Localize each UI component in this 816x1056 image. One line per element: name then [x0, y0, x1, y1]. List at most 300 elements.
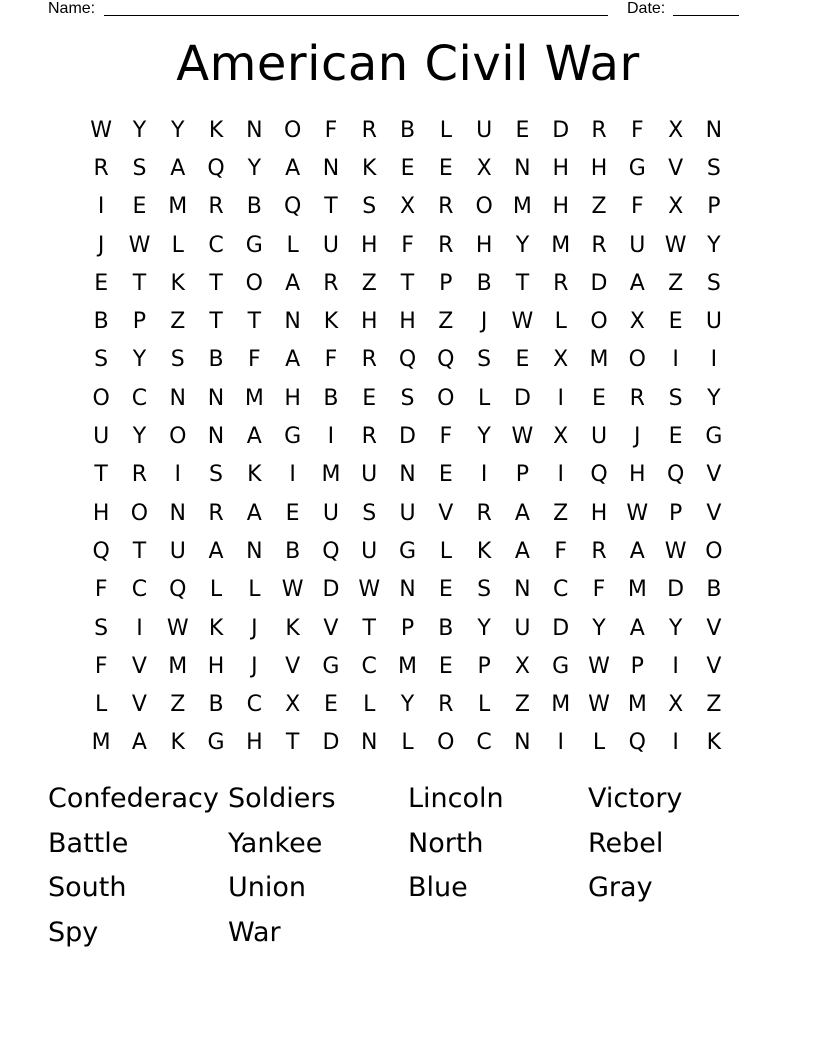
- grid-letter: X: [285, 692, 301, 718]
- grid-letter: F: [94, 577, 108, 603]
- grid-letter: N: [514, 730, 531, 756]
- grid-letter: Y: [668, 615, 683, 641]
- grid-letter: S: [209, 462, 224, 488]
- grid-letter: X: [476, 155, 492, 181]
- grid-letter: I: [557, 462, 564, 488]
- grid-letter: L: [209, 577, 223, 603]
- grid-letter: C: [553, 577, 569, 603]
- grid-letter: U: [399, 500, 416, 526]
- grid-letter: S: [132, 155, 147, 181]
- grid-letter: V: [323, 615, 339, 641]
- grid-letter: S: [477, 577, 492, 603]
- grid-letter: V: [438, 500, 454, 526]
- grid-letter: Y: [132, 117, 147, 143]
- grid-letter: Z: [438, 309, 454, 335]
- grid-letter: N: [514, 577, 531, 603]
- grid-letter: W: [664, 538, 687, 564]
- grid-letter: E: [438, 155, 453, 181]
- grid-letter: F: [248, 347, 261, 373]
- grid-letter: V: [706, 615, 722, 641]
- grid-letter: U: [361, 538, 378, 564]
- grid-letter: X: [553, 347, 569, 373]
- grid-letter: Z: [591, 194, 607, 220]
- grid-letter: D: [552, 117, 570, 143]
- grid-letter: I: [480, 462, 488, 488]
- grid-letter: W: [511, 309, 534, 335]
- grid-letter: H: [207, 653, 225, 679]
- word-list-item: War: [228, 917, 281, 949]
- word-list-item: Confederacy: [48, 783, 219, 814]
- grid-letter: N: [399, 462, 416, 488]
- grid-letter: M: [627, 692, 647, 718]
- grid-letter: I: [672, 653, 679, 679]
- grid-letter: G: [705, 424, 723, 450]
- grid-letter: Z: [514, 692, 530, 718]
- grid-letter: F: [401, 232, 414, 258]
- word-list-item: South: [48, 872, 127, 904]
- grid-letter: W: [90, 117, 113, 143]
- grid-letter: T: [400, 270, 415, 296]
- grid-letter: Q: [92, 538, 110, 564]
- grid-letter: A: [246, 500, 262, 526]
- word-list-item: Rebel: [588, 827, 664, 859]
- grid-letter: V: [285, 653, 301, 679]
- grid-letter: N: [514, 155, 531, 181]
- grid-letter: S: [170, 347, 185, 373]
- grid-letter: M: [91, 730, 111, 756]
- grid-letter: R: [591, 117, 607, 143]
- grid-letter: D: [552, 615, 570, 641]
- grid-letter: E: [362, 385, 377, 411]
- grid-letter: K: [362, 155, 377, 181]
- grid-letter: Y: [400, 692, 415, 718]
- grid-letter: M: [168, 194, 188, 220]
- grid-letter: K: [208, 117, 224, 143]
- grid-letter: X: [553, 424, 569, 450]
- grid-letter: A: [629, 270, 645, 296]
- grid-letter: L: [95, 692, 108, 718]
- grid-letter: V: [131, 653, 147, 679]
- grid-letter: L: [592, 730, 606, 756]
- grid-letter: Y: [707, 232, 721, 258]
- grid-letter: R: [438, 692, 454, 718]
- grid-letter: V: [706, 462, 722, 488]
- grid-letter: P: [515, 462, 530, 488]
- grid-letter: I: [672, 730, 679, 756]
- grid-letter: Q: [398, 347, 417, 373]
- grid-letter: B: [246, 194, 262, 220]
- grid-letter: R: [591, 538, 607, 564]
- grid-letter: L: [439, 538, 452, 564]
- grid-letter: Q: [207, 155, 225, 181]
- grid-letter: B: [285, 538, 301, 564]
- grid-letter: Y: [477, 424, 491, 450]
- grid-letter: Z: [170, 692, 186, 718]
- grid-letter: G: [322, 653, 340, 679]
- grid-letter: H: [92, 500, 110, 526]
- grid-letter: U: [514, 615, 531, 641]
- grid-letter: Q: [666, 462, 685, 488]
- grid-letter: E: [515, 117, 530, 143]
- grid-letter: E: [515, 347, 530, 373]
- grid-letter: N: [705, 117, 723, 143]
- grid-letter: O: [590, 309, 608, 335]
- grid-letter: U: [629, 232, 646, 258]
- grid-letter: J: [480, 309, 488, 335]
- grid-letter: X: [668, 692, 684, 718]
- grid-letter: R: [361, 347, 377, 373]
- grid-letter: O: [245, 270, 263, 296]
- grid-letter: B: [93, 309, 109, 335]
- page-title: American Civil War: [176, 36, 640, 92]
- grid-letter: N: [284, 309, 301, 335]
- grid-letter: I: [289, 462, 296, 488]
- grid-letter: Y: [477, 615, 491, 641]
- grid-letter: U: [705, 309, 722, 335]
- word-list-item: Yankee: [228, 827, 323, 859]
- header: [48, 0, 748, 20]
- grid-letter: H: [590, 500, 608, 526]
- grid-letter: A: [170, 155, 186, 181]
- grid-letter: L: [248, 577, 261, 603]
- grid-letter: G: [245, 232, 263, 258]
- grid-letter: E: [438, 462, 453, 488]
- grid-letter: F: [630, 194, 644, 220]
- grid-letter: W: [588, 653, 610, 679]
- grid-letter: Y: [132, 347, 147, 373]
- grid-letter: A: [208, 538, 224, 564]
- grid-letter: S: [477, 347, 492, 373]
- grid-letter: D: [399, 424, 416, 450]
- grid-letter: O: [705, 538, 723, 564]
- grid-letter: C: [131, 577, 148, 603]
- grid-letter: Q: [283, 194, 302, 220]
- word-list-item: North: [408, 827, 484, 859]
- word-list-item: Lincoln: [408, 783, 504, 814]
- grid-letter: I: [136, 615, 143, 641]
- grid-letter: R: [361, 424, 377, 450]
- grid-letter: P: [668, 500, 683, 526]
- grid-letter: D: [667, 577, 685, 603]
- grid-letter: L: [439, 117, 452, 143]
- grid-letter: X: [629, 309, 645, 335]
- grid-letter: K: [323, 309, 339, 335]
- grid-letter: H: [552, 194, 569, 220]
- grid-letter: Z: [361, 270, 377, 296]
- word-list-item: Battle: [48, 827, 129, 859]
- grid-letter: L: [554, 309, 567, 335]
- grid-letter: K: [285, 615, 300, 641]
- grid-letter: R: [208, 500, 224, 526]
- grid-letter: V: [706, 500, 722, 526]
- grid-letter: N: [169, 385, 186, 411]
- grid-letter: S: [400, 385, 415, 411]
- grid-letter: I: [327, 424, 335, 450]
- grid-letter: H: [552, 155, 569, 181]
- grid-letter: J: [251, 653, 258, 679]
- grid-letter: C: [208, 232, 224, 258]
- grid-letter: F: [324, 347, 338, 373]
- grid-letter: R: [208, 194, 224, 220]
- grid-letter: W: [128, 232, 151, 258]
- grid-letter: E: [668, 309, 683, 335]
- grid-letter: Y: [707, 385, 721, 411]
- grid-letter: Y: [592, 615, 606, 641]
- grid-letter: U: [169, 538, 186, 564]
- grid-letter: Y: [247, 155, 262, 181]
- grid-letter: C: [246, 692, 263, 718]
- grid-letter: N: [246, 117, 263, 143]
- grid-letter: O: [437, 385, 455, 411]
- grid-letter: B: [399, 117, 416, 143]
- grid-letter: L: [401, 730, 414, 756]
- grid-letter: O: [169, 424, 187, 450]
- grid-letter: A: [629, 538, 645, 564]
- grid-letter: R: [131, 462, 148, 488]
- grid-letter: Q: [628, 730, 646, 756]
- grid-letter: R: [629, 385, 645, 411]
- grid-letter: J: [634, 424, 641, 450]
- grid-letter: L: [363, 692, 376, 718]
- grid-letter: Z: [553, 500, 569, 526]
- grid-letter: K: [476, 538, 492, 564]
- grid-letter: G: [284, 424, 302, 450]
- grid-letter: I: [174, 462, 181, 488]
- grid-letter: M: [244, 385, 264, 411]
- grid-letter: N: [207, 424, 225, 450]
- grid-letter: J: [97, 232, 105, 258]
- grid-letter: K: [208, 615, 224, 641]
- grid-letter: A: [514, 538, 530, 564]
- grid-letter: I: [557, 730, 564, 756]
- grid-letter: W: [511, 424, 534, 450]
- grid-letter: T: [515, 270, 530, 296]
- letter-grid: [82, 111, 733, 762]
- word-list-item: Blue: [408, 872, 468, 904]
- grid-letter: D: [322, 730, 340, 756]
- grid-letter: H: [246, 730, 263, 756]
- grid-letter: K: [170, 730, 185, 756]
- grid-letter: E: [94, 270, 109, 296]
- grid-letter: E: [400, 155, 415, 181]
- grid-letter: R: [361, 117, 377, 143]
- grid-letter: P: [630, 653, 644, 679]
- grid-letter: H: [475, 232, 493, 258]
- grid-letter: R: [438, 194, 454, 220]
- grid-letter: A: [131, 730, 147, 756]
- grid-letter: D: [322, 577, 340, 603]
- grid-letter: Z: [706, 692, 722, 718]
- grid-letter: U: [361, 462, 378, 488]
- grid-letter: G: [552, 653, 570, 679]
- grid-letter: R: [553, 270, 569, 296]
- grid-letter: S: [706, 270, 721, 296]
- grid-letter: E: [323, 692, 338, 718]
- grid-letter: V: [668, 155, 684, 181]
- grid-letter: O: [283, 117, 302, 143]
- grid-letter: P: [439, 270, 453, 296]
- grid-letter: W: [166, 615, 189, 641]
- name-label: Name:: [48, 0, 96, 17]
- grid-letter: C: [131, 385, 148, 411]
- grid-letter: R: [93, 155, 109, 181]
- grid-letter: V: [706, 653, 722, 679]
- grid-letter: F: [439, 424, 453, 450]
- grid-letter: X: [514, 653, 530, 679]
- grid-letter: M: [321, 462, 341, 488]
- grid-letter: B: [208, 692, 224, 718]
- word-list-item: Union: [228, 872, 307, 904]
- grid-letter: J: [251, 615, 258, 641]
- grid-letter: T: [94, 462, 108, 488]
- grid-letter: E: [592, 385, 606, 411]
- grid-letter: W: [358, 577, 381, 603]
- grid-letter: S: [94, 615, 109, 641]
- grid-letter: N: [322, 155, 340, 181]
- grid-letter: S: [706, 155, 721, 181]
- grid-letter: H: [360, 232, 378, 258]
- grid-letter: H: [284, 385, 301, 411]
- grid-letter: B: [706, 577, 722, 603]
- grid-letter: M: [551, 232, 571, 258]
- grid-letter: P: [132, 309, 147, 335]
- grid-letter: M: [589, 347, 609, 373]
- grid-letter: L: [286, 232, 299, 258]
- grid-letter: O: [130, 500, 149, 526]
- grid-letter: R: [476, 500, 492, 526]
- grid-letter: A: [514, 500, 530, 526]
- grid-letter: S: [668, 385, 683, 411]
- grid-letter: T: [209, 309, 223, 335]
- grid-letter: U: [322, 232, 339, 258]
- grid-letter: R: [438, 232, 454, 258]
- word-list-item: Victory: [588, 783, 683, 814]
- grid-letter: S: [94, 347, 109, 373]
- grid-letter: Q: [437, 347, 455, 373]
- grid-letter: F: [94, 653, 108, 679]
- grid-letter: I: [557, 385, 564, 411]
- date-blank-line: [673, 15, 739, 16]
- grid-letter: R: [591, 232, 607, 258]
- grid-letter: U: [322, 500, 339, 526]
- grid-letter: I: [672, 347, 679, 373]
- grid-letter: E: [438, 653, 453, 679]
- grid-letter: N: [169, 500, 186, 526]
- grid-letter: O: [475, 194, 493, 220]
- grid-letter: Z: [668, 270, 684, 296]
- grid-letter: A: [246, 424, 262, 450]
- grid-letter: C: [476, 730, 492, 756]
- grid-letter: U: [93, 424, 110, 450]
- grid-letter: Y: [515, 232, 530, 258]
- grid-letter: E: [285, 500, 300, 526]
- grid-letter: D: [513, 385, 531, 411]
- grid-letter: X: [668, 117, 684, 143]
- grid-letter: V: [131, 692, 147, 718]
- grid-letter: I: [97, 194, 105, 220]
- grid-letter: W: [664, 232, 687, 258]
- grid-letter: W: [626, 500, 649, 526]
- grid-letter: H: [629, 462, 646, 488]
- grid-letter: K: [706, 730, 722, 756]
- grid-letter: M: [398, 653, 418, 679]
- grid-letter: Q: [590, 462, 608, 488]
- grid-letter: F: [592, 577, 606, 603]
- grid-letter: F: [554, 538, 568, 564]
- word-list-item: Gray: [588, 872, 653, 904]
- grid-letter: A: [629, 615, 645, 641]
- grid-letter: E: [668, 424, 683, 450]
- grid-letter: G: [398, 538, 417, 564]
- grid-letter: G: [628, 155, 646, 181]
- grid-letter: M: [168, 653, 188, 679]
- grid-letter: Z: [170, 309, 186, 335]
- grid-letter: Q: [169, 577, 187, 603]
- grid-letter: F: [630, 117, 644, 143]
- grid-letter: W: [281, 577, 304, 603]
- grid-letter: T: [132, 538, 147, 564]
- grid-letter: L: [171, 232, 184, 258]
- grid-letter: Y: [132, 424, 147, 450]
- grid-letter: D: [590, 270, 608, 296]
- grid-letter: T: [362, 615, 376, 641]
- grid-letter: O: [92, 385, 110, 411]
- grid-letter: U: [590, 424, 608, 450]
- grid-letter: H: [399, 309, 416, 335]
- grid-letter: M: [551, 692, 571, 718]
- grid-letter: E: [438, 577, 453, 603]
- grid-letter: M: [627, 577, 647, 603]
- grid-letter: P: [707, 194, 721, 220]
- grid-letter: C: [361, 653, 377, 679]
- grid-letter: A: [285, 270, 301, 296]
- word-list-item: Spy: [48, 917, 99, 949]
- grid-letter: A: [285, 347, 301, 373]
- grid-letter: N: [360, 730, 378, 756]
- grid-letter: T: [285, 730, 300, 756]
- grid-letter: U: [476, 117, 493, 143]
- grid-letter: T: [132, 270, 147, 296]
- grid-letter: K: [170, 270, 185, 296]
- grid-letter: B: [438, 615, 454, 641]
- grid-letter: A: [285, 155, 301, 181]
- grid-letter: P: [477, 653, 491, 679]
- grid-letter: B: [208, 347, 224, 373]
- grid-letter: K: [247, 462, 262, 488]
- grid-letter: H: [360, 309, 378, 335]
- grid-letter: S: [362, 194, 377, 220]
- grid-letter: I: [710, 347, 718, 373]
- grid-letter: Y: [171, 117, 185, 143]
- word-list: [48, 777, 768, 956]
- grid-letter: W: [588, 692, 610, 718]
- grid-letter: L: [477, 692, 491, 718]
- grid-letter: F: [324, 117, 338, 143]
- name-blank-line: [104, 15, 608, 16]
- grid-letter: R: [323, 270, 339, 296]
- grid-letter: O: [437, 730, 455, 756]
- grid-letter: E: [132, 194, 147, 220]
- grid-letter: S: [362, 500, 377, 526]
- grid-letter: N: [399, 577, 416, 603]
- grid-letter: Q: [322, 538, 340, 564]
- grid-letter: X: [399, 194, 416, 220]
- grid-letter: T: [247, 309, 262, 335]
- grid-letter: T: [209, 270, 223, 296]
- grid-letter: T: [324, 194, 338, 220]
- grid-letter: B: [476, 270, 492, 296]
- grid-letter: P: [400, 615, 415, 641]
